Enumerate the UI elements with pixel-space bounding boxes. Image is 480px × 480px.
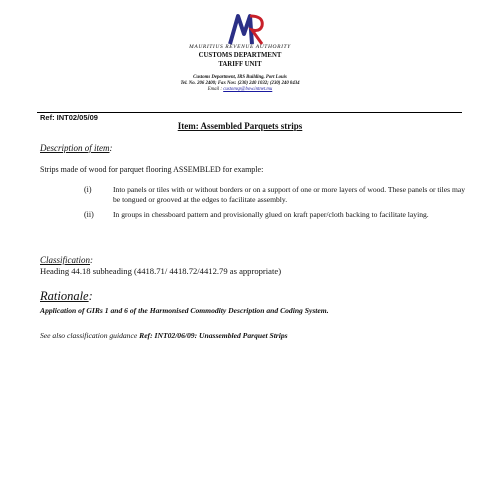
description-heading xyxy=(40,143,113,153)
department-name: CUSTOMS DEPARTMENT xyxy=(198,52,282,59)
reference-number: Ref: INT02/05/09 xyxy=(40,113,98,122)
classification-text: Heading 44.18 subheading (4418.71/ 4418.72/4412.79 as appropriate) xyxy=(40,266,282,276)
rationale-text: Application of GIRs 1 and 6 of the Harmonised Commodity Description and Coding System. xyxy=(40,306,329,315)
see-also-reference: Ref: INT02/06/09: Unassembled Parquet Strips xyxy=(139,331,288,340)
rationale-heading xyxy=(40,289,93,304)
classification-heading-label: Classification xyxy=(40,255,91,265)
rationale-heading-label: Rationale xyxy=(40,289,89,303)
list-item-number: (ii) xyxy=(84,210,94,219)
email-label: Email : xyxy=(207,87,224,92)
organization-name: MAURITIUS REVENUE AUTHORITY xyxy=(189,44,291,50)
see-also-prefix: See also classification guidance xyxy=(40,331,140,340)
unit-name: TARIFF UNIT xyxy=(218,61,262,68)
description-intro: Strips made of wood for parquet flooring ASSEMBLED for example: xyxy=(40,165,264,174)
classification-heading-colon: : xyxy=(90,255,94,265)
mra-logo xyxy=(222,10,270,46)
list-item-text: Into panels or tiles with or without borders or on a support of one or more layers of wood. These panels or tiles may be tongued or grooved at the edges to facilitate assembly. xyxy=(113,185,466,204)
classification-heading xyxy=(40,255,93,265)
description-heading-colon: : xyxy=(109,143,113,153)
address-line: Customs Department, IRS Building, Port Louis xyxy=(193,75,287,80)
mra-logo-graphic xyxy=(222,10,270,46)
contact-numbers: Tel. No. 206 2400; Fax Nos: (230) 240 1032; (230) 240 0434 xyxy=(180,81,300,86)
description-heading-label: Description of item xyxy=(40,143,110,153)
header-divider xyxy=(37,112,462,113)
see-also-note xyxy=(40,331,288,340)
list-item-text: In groups in chessboard pattern and provisionally glued on kraft paper/cloth backing to facilitate laying. xyxy=(113,210,429,219)
email-line xyxy=(0,87,480,92)
email-link[interactable]: customsp@bow.intnet.mu xyxy=(223,87,273,92)
item-title: Item: Assembled Parquets strips xyxy=(177,121,303,131)
list-item-number: (i) xyxy=(84,185,92,194)
rationale-heading-colon: : xyxy=(88,289,93,303)
